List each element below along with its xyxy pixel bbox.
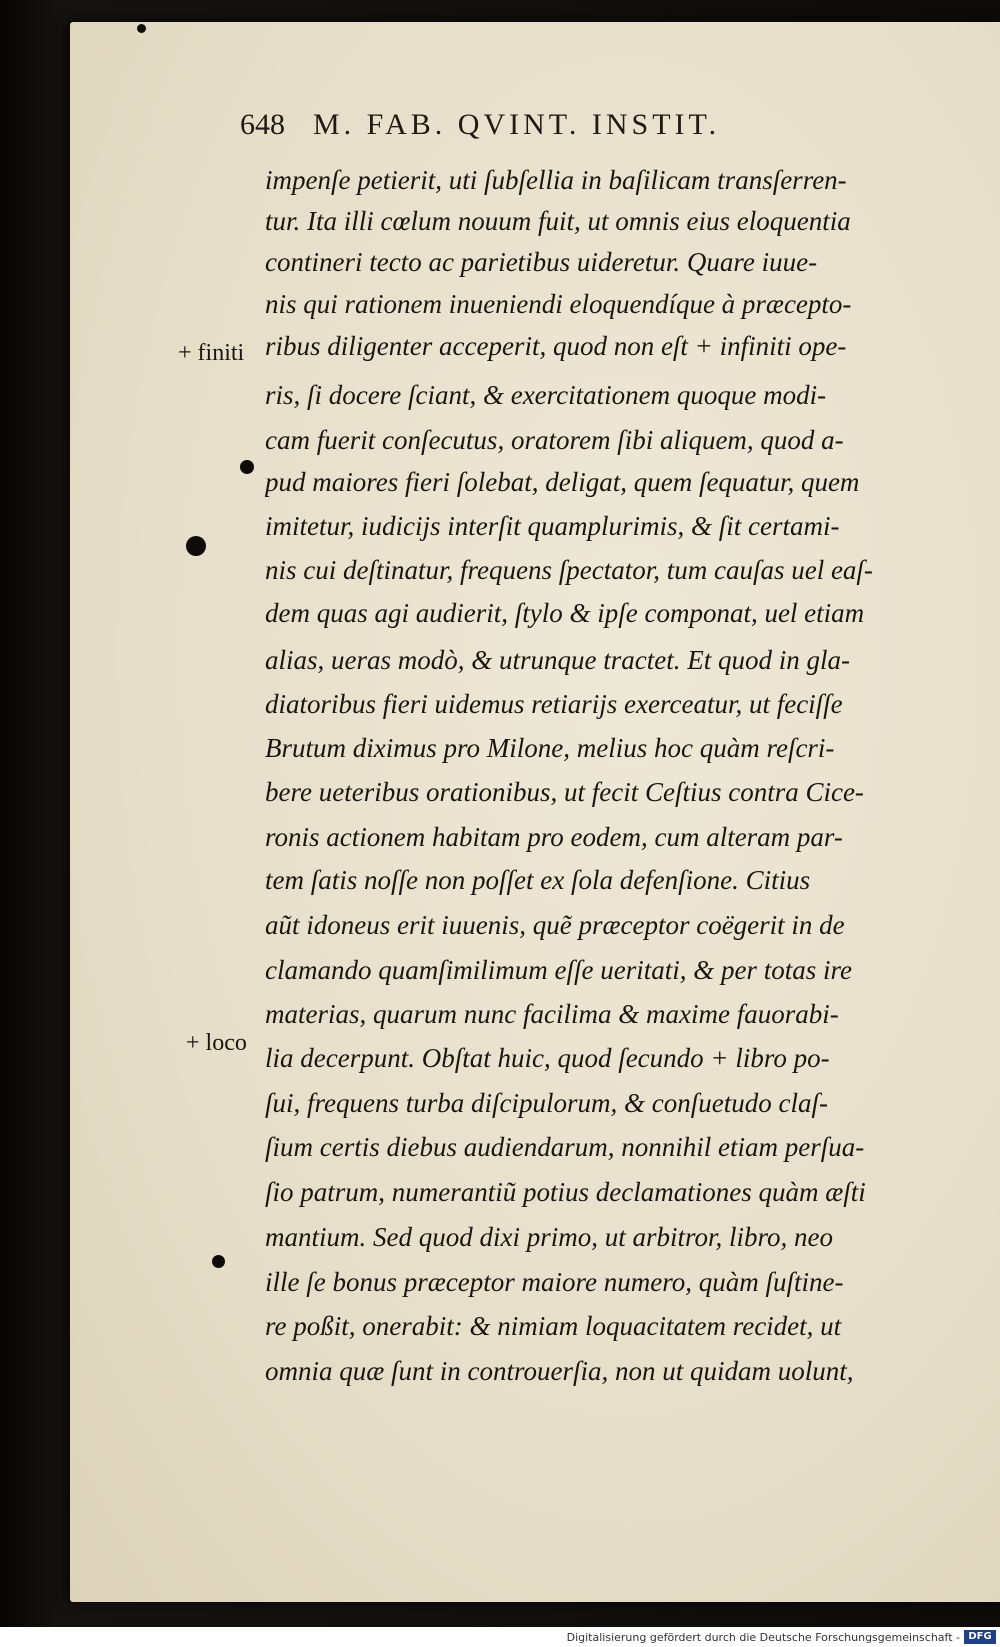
dfg-logo: DFG xyxy=(964,1630,996,1644)
text-line: ſium certis diebus audiendarum, nonnihil etiam perſua- xyxy=(265,1132,865,1162)
text-line: re poßit, onerabit: & nimiam loquacitatem recidet, ut xyxy=(265,1311,842,1341)
text-line: ronis actionem habitam pro eodem, cum alteram par- xyxy=(265,822,843,852)
margin-note: + finiti xyxy=(178,340,245,366)
text-line: clamando quamſimilimum eſſe ueritati, & per totas ire xyxy=(265,955,852,985)
text-line: ris, ſi docere ſciant, & exercitationem quoque modi- xyxy=(265,380,827,410)
text-line: dem quas agi audierit, ſtylo & ipſe componat, uel etiam xyxy=(265,598,865,628)
text-line: imitetur, iudicijs interſit quamplurimis, & ſit certami- xyxy=(265,511,840,541)
page-header xyxy=(240,108,920,148)
text-line: ſui, frequens turba diſcipulorum, & conſuetudo claſ- xyxy=(265,1088,828,1118)
text-line: alias, ueras modò, & utrunque tractet. Et quod in gla- xyxy=(265,645,850,675)
text-line: tur. Ita illi cœlum nouum fuit, ut omnis eius eloquentia xyxy=(265,206,851,236)
text-line: lia decerpunt. Obſtat huic, quod ſecundo + libro po- xyxy=(265,1043,830,1073)
text-line: contineri tecto ac parietibus uideretur. Quare iuue- xyxy=(265,247,818,277)
text-line: ribus diligenter acceperit, quod non eſt + infiniti ope- xyxy=(265,331,847,361)
text-line: nis qui rationem inueniendi eloquendíque à præcepto- xyxy=(265,289,852,319)
text-line: ſio patrum, numerantiũ potius declamationes quàm æſti xyxy=(265,1177,866,1207)
text-line: impenſe petierit, uti ſubſellia in baſilicam transſerren- xyxy=(265,165,847,195)
margin-note: + loco xyxy=(186,1030,247,1056)
running-head: M. FAB. QVINT. INSTIT. xyxy=(313,108,721,141)
text-line: pud maiores fieri ſolebat, deligat, quem ſequatur, quem xyxy=(265,467,860,497)
ink-dot xyxy=(137,24,146,33)
text-line: tem ſatis noſſe non poſſet ex ſola defenſione. Citius xyxy=(265,865,811,895)
footer-credit: Digitalisierung gefördert durch die Deutsche Forschungsgemeinschaft - xyxy=(566,1631,960,1644)
text-line: cam fuerit conſecutus, oratorem ſibi aliquem, quod a- xyxy=(265,425,844,455)
text-line: ille ſe bonus præceptor maiore numero, quàm ſuſtine- xyxy=(265,1267,844,1297)
text-line: Brutum diximus pro Milone, melius hoc quàm reſcri- xyxy=(265,733,835,763)
page-number: 648 xyxy=(240,108,285,141)
text-line: omnia quæ ſunt in controuerſia, non ut quidam uolunt, xyxy=(265,1356,854,1386)
text-line: nis cui deſtinatur, frequens ſpectator, tum cauſas uel eaſ- xyxy=(265,555,873,585)
text-line: mantium. Sed quod dixi primo, ut arbitror, libro, neo xyxy=(265,1222,834,1252)
ink-dot xyxy=(186,536,206,556)
text-line: materias, quarum nunc facilima & maxime fauorabi- xyxy=(265,999,839,1029)
ink-dot xyxy=(240,460,254,474)
text-line: bere ueteribus orationibus, ut fecit Ceſtius contra Cice- xyxy=(265,777,864,807)
text-line: aũt idoneus erit iuuenis, quẽ præceptor coëgerit in de xyxy=(265,910,845,940)
ink-dot xyxy=(212,1255,225,1268)
text-line: diatoribus fieri uidemus retiarijs exerceatur, ut feciſſe xyxy=(265,689,843,719)
